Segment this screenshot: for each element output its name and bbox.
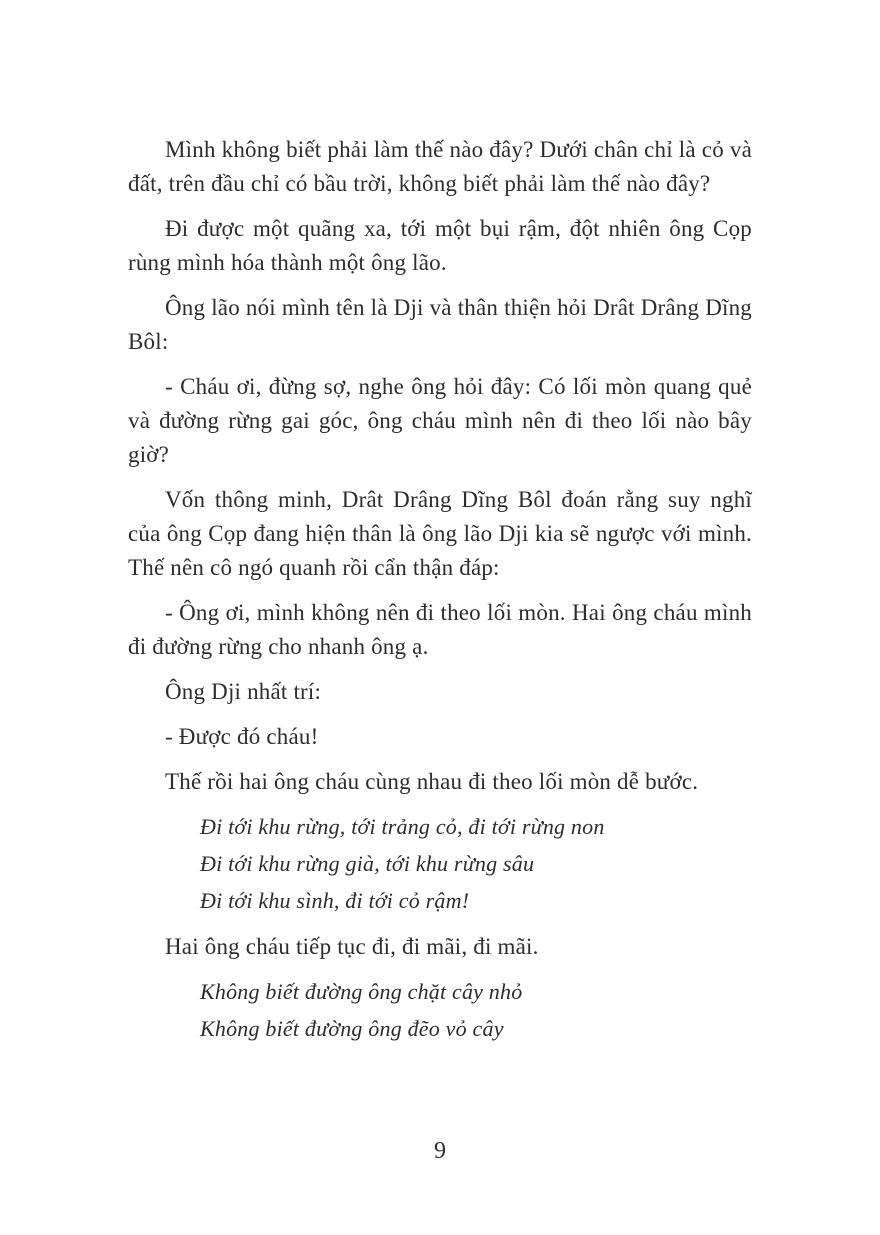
paragraph-dialogue: - Ông ơi, mình không nên đi theo lối mòn. Hai ông cháu mình đi đường rừng cho nhanh ông ạ.	[128, 600, 752, 659]
paragraph: Mình không biết phải làm thế nào đây? Dưới chân chỉ là cỏ và đất, trên đầu chỉ có bầu trời, không biết phải làm thế nào đây?	[128, 137, 752, 196]
paragraph: Vốn thông minh, Drât Drâng Dĩng Bôl đoán rằng suy nghĩ của ông Cọp đang hiện thân là ông lão Dji kia sẽ ngược với mình. Thế nên cô ngó quanh rồi cẩn thận đáp:	[128, 487, 752, 580]
page-content	[128, 133, 752, 1049]
paragraph: Thế rồi hai ông cháu cùng nhau đi theo lối mòn dễ bước.	[165, 769, 699, 794]
paragraph: Hai ông cháu tiếp tục đi, đi mãi, đi mãi.	[165, 934, 539, 959]
verse-line: Đi tới khu rừng, tới trảng cỏ, đi tới rừng non	[200, 814, 605, 839]
paragraph: Ông lão nói mình tên là Dji và thân thiện hỏi Drât Drâng Dĩng Bôl:	[128, 295, 752, 354]
page-number: 9	[434, 1138, 446, 1164]
verse-line: Không biết đường ông đẽo vỏ cây	[200, 1016, 504, 1041]
paragraph-dialogue: - Được đó cháu!	[165, 724, 319, 749]
paragraph-dialogue: - Cháu ơi, đừng sợ, nghe ông hỏi đây: Có lối mòn quang quẻ và đường rừng gai góc, ông cháu mình nên đi theo lối nào bây giờ?	[128, 374, 752, 467]
paragraph: Ông Dji nhất trí:	[165, 679, 322, 704]
verse-line: Đi tới khu sình, đi tới cỏ rậm!	[200, 888, 470, 913]
verse-line: Không biết đường ông chặt cây nhỏ	[200, 979, 523, 1004]
verse-line: Đi tới khu rừng già, tới khu rừng sâu	[200, 851, 535, 876]
paragraph: Đi được một quãng xa, tới một bụi rậm, đột nhiên ông Cọp rùng mình hóa thành một ông lão.	[128, 216, 752, 275]
